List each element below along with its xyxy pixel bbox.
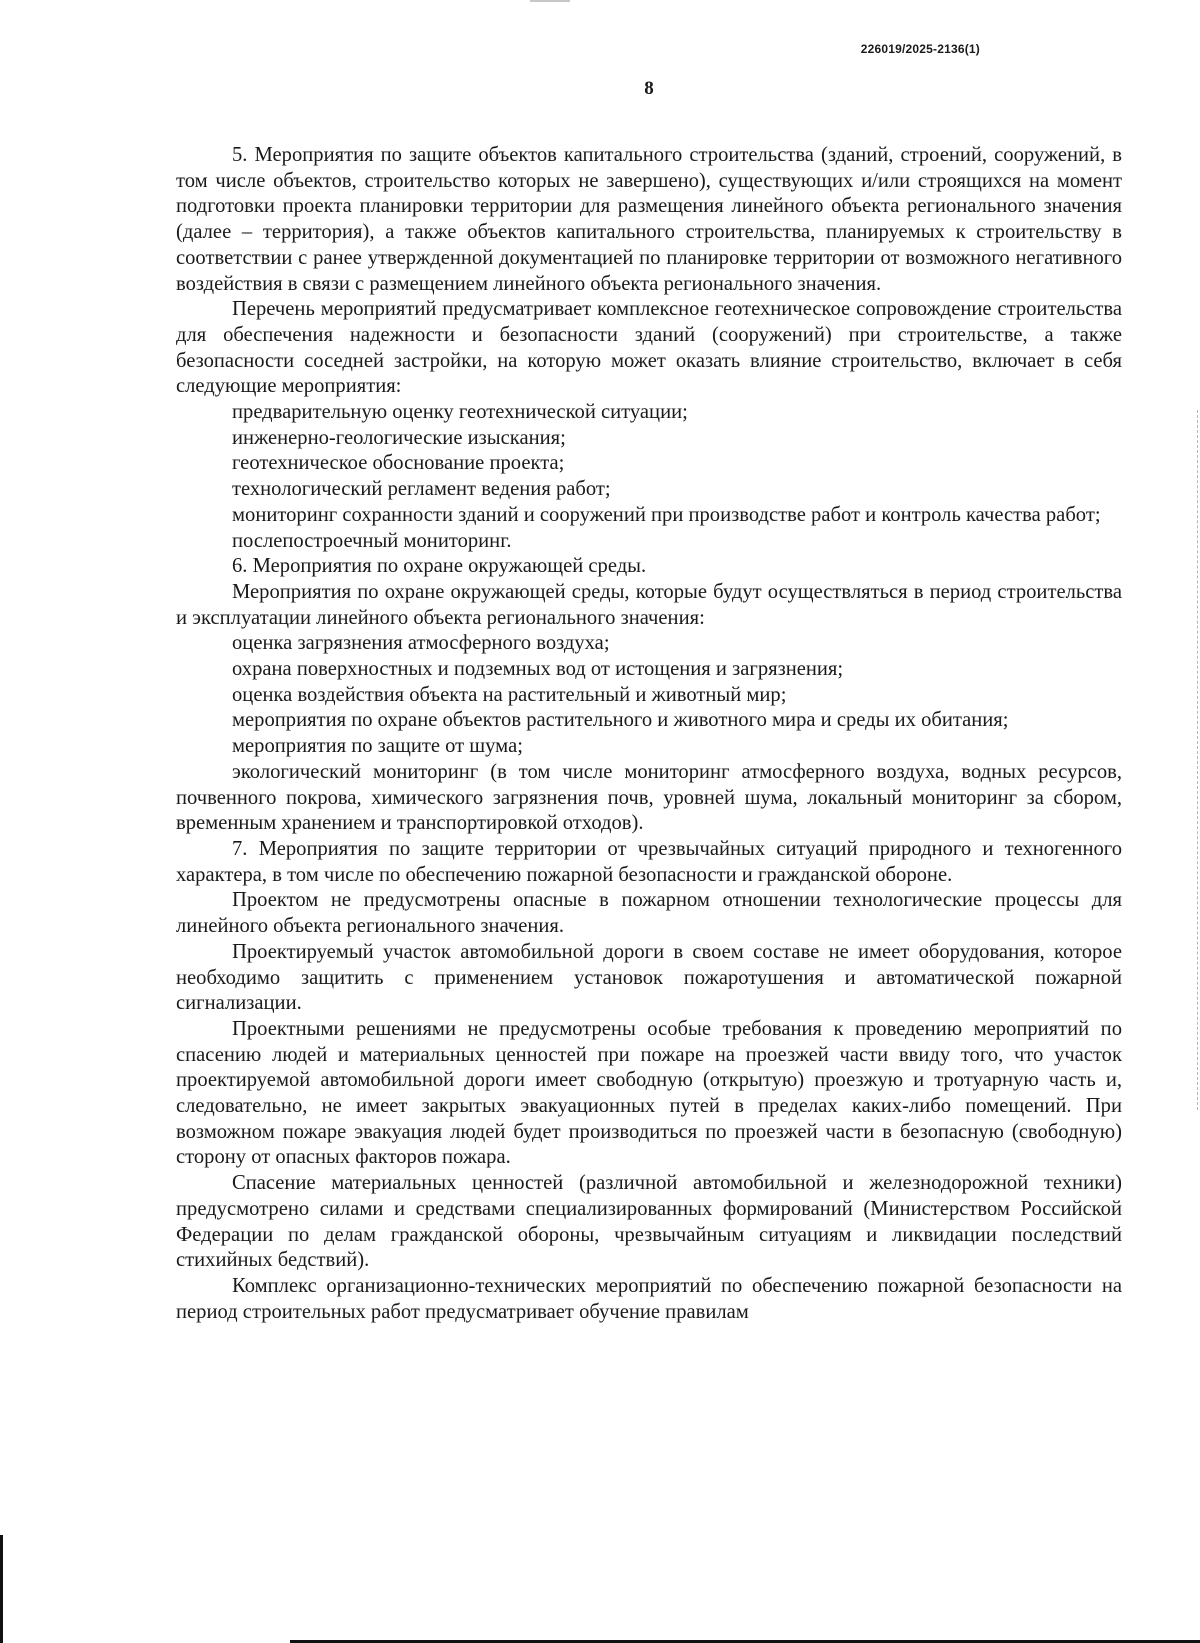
scan-artifact-right-edge xyxy=(1196,410,1198,1110)
paragraph: Комплекс организационно-технических мероприятий по обеспечению пожарной безопасности на период строительных работ предусматривает обучение правилам xyxy=(176,1274,1122,1323)
list-item: оценка воздействия объекта на растительный и животный мир; xyxy=(232,683,787,706)
document-registration-number: 226019/2025-2136(1) xyxy=(860,42,980,56)
paragraph: Проектными решениями не предусмотрены особые требования к проведению мероприятий по спасению людей и материальных ценностей при пожаре на проезжей части ввиду того, что участок проектируемой автомобильной дороги имеет свободную (открытую) проезжую и тротуарную часть и, следовательно, не имеет закрытых эвакуационных путей в пределах каких-либо помещений. При возможном пожаре эвакуация людей будет производиться по проезжей части в безопасную (свободную) сторону от опасных факторов пожара. xyxy=(176,1017,1122,1169)
page-number: 8 xyxy=(644,78,654,99)
paragraph-section-6: 6. Мероприятия по охране окружающей среды. xyxy=(232,555,647,578)
list-item: мероприятия по охране объектов растительного и животного мира и среды их обитания; xyxy=(232,709,1009,732)
list-item: мониторинг сохранности зданий и сооружений при производстве работ и контроль качества работ; xyxy=(232,503,1101,526)
paragraph: Спасение материальных ценностей (различной автомобильной и железнодорожной техники) предусмотрено силами и средствами специализированных формирований (Министерством Российской Федерации по делам гражданской обороны, чрезвычайным ситуациям и ликвидации последствий стихийных бедствий). xyxy=(176,1172,1122,1272)
document-body xyxy=(176,143,1122,1325)
paragraph: Проектируемый участок автомобильной дороги в своем составе не имеет оборудования, которое необходимо защитить с применением установок пожаротушения и автоматической пожарной сигнализации. xyxy=(176,940,1122,1015)
scan-artifact-left-edge xyxy=(0,1535,3,1643)
list-item: послепостроечный мониторинг. xyxy=(232,529,512,552)
paragraph: Проектом не предусмотрены опасные в пожарном отношении технологические процессы для линейного объекта регионального значения. xyxy=(176,889,1122,938)
list-item: охрана поверхностных и подземных вод от истощения и загрязнения; xyxy=(232,658,844,681)
list-item: технологический регламент ведения работ; xyxy=(232,478,611,501)
list-item: предварительную оценку геотехнической ситуации; xyxy=(232,401,688,424)
list-item: экологический мониторинг (в том числе мониторинг атмосферного воздуха, водных ресурсов, почвенного покрова, химического загрязнения почв, уровней шума, локальный мониторинг за сбором, временным хранением и транспортировкой отходов). xyxy=(176,760,1122,835)
scan-artifact-top xyxy=(530,0,570,2)
list-item: инженерно-геологические изыскания; xyxy=(232,426,566,449)
paragraph-section-5: 5. Мероприятия по защите объектов капитального строительства (зданий, строений, сооружений, в том числе объектов, строительство которых не завершено), существующих и/или строящихся на момент подготовки проекта планировки территории для размещения линейного объекта регионального значения (далее – территория), а также объектов капитального строительства, планируемых к строительству в соответствии с ранее утвержденной документацией по планировке территории от возможного негативного воздействия в связи с размещением линейного объекта регионального значения. xyxy=(176,144,1122,295)
paragraph: Перечень мероприятий предусматривает комплексное геотехническое сопровождение строительства для обеспечения надежности и безопасности зданий (сооружений) при строительстве, а также безопасности соседней застройки, на которую может оказать влияние строительство, включает в себя следующие мероприятия: xyxy=(176,298,1122,398)
paragraph-section-7: 7. Мероприятия по защите территории от чрезвычайных ситуаций природного и техногенного характера, в том числе по обеспечению пожарной безопасности и гражданской обороне. xyxy=(176,837,1122,886)
paragraph: Мероприятия по охране окружающей среды, которые будут осуществляться в период строительства и эксплуатации линейного объекта регионального значения: xyxy=(176,580,1122,629)
list-item: геотехническое обоснование проекта; xyxy=(232,452,565,475)
list-item: мероприятия по защите от шума; xyxy=(232,735,523,758)
list-item: оценка загрязнения атмосферного воздуха; xyxy=(232,632,610,655)
